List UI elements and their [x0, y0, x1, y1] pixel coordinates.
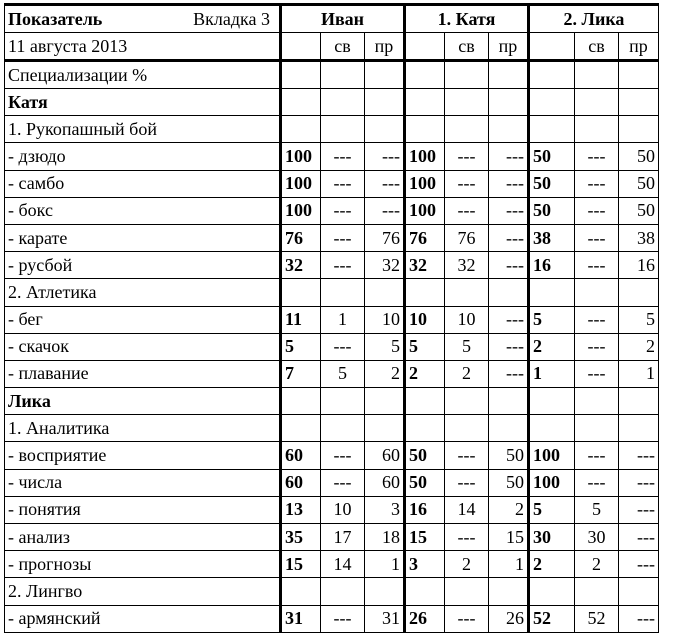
row-label: - плавание	[5, 360, 281, 387]
value-cell-total: 100	[529, 442, 575, 469]
subcol-total	[529, 33, 575, 61]
subcol-pr: пр	[619, 33, 659, 61]
row-label: - числа	[5, 469, 281, 496]
value-cell-total	[405, 578, 445, 605]
value-cell-sv: 52	[575, 605, 619, 632]
value-cell-pr: ---	[365, 170, 405, 197]
value-cell-sv: ---	[575, 252, 619, 279]
row-label: - дзюдо	[5, 143, 281, 170]
section-label: Катя	[5, 89, 281, 116]
value-cell-pr	[365, 279, 405, 306]
value-cell-sv	[445, 89, 489, 116]
value-cell-pr: ---	[619, 442, 659, 469]
value-cell-total	[281, 279, 321, 306]
value-cell-pr: ---	[489, 170, 529, 197]
value-cell-pr: 1	[489, 551, 529, 578]
category-row	[5, 415, 659, 442]
value-cell-total: 60	[281, 442, 321, 469]
value-cell-sv: ---	[445, 442, 489, 469]
value-cell-sv	[445, 578, 489, 605]
value-cell-pr: 5	[619, 306, 659, 333]
value-cell-pr	[365, 116, 405, 143]
value-cell-total: 32	[405, 252, 445, 279]
row-label: - бег	[5, 306, 281, 333]
value-cell-sv: ---	[445, 605, 489, 632]
value-cell-sv	[445, 388, 489, 415]
value-cell-pr	[619, 89, 659, 116]
row-label: 1. Аналитика	[5, 415, 281, 442]
value-cell-pr: 32	[365, 252, 405, 279]
value-cell-sv	[321, 279, 365, 306]
value-cell-pr	[489, 415, 529, 442]
row-label: 1. Рукопашный бой	[5, 116, 281, 143]
value-cell-sv: 14	[445, 496, 489, 523]
value-cell-sv: 5	[445, 333, 489, 360]
value-cell-total: 100	[281, 197, 321, 224]
value-cell-total	[529, 89, 575, 116]
value-cell-pr: ---	[619, 524, 659, 551]
value-cell-total: 38	[529, 224, 575, 251]
subcol-pr: пр	[365, 33, 405, 61]
value-cell-pr: 60	[365, 469, 405, 496]
row-label: - скачок	[5, 333, 281, 360]
subcol-pr: пр	[489, 33, 529, 61]
value-cell-pr: ---	[489, 306, 529, 333]
value-cell-total: 5	[529, 496, 575, 523]
table-row	[5, 306, 659, 333]
value-cell-sv: 30	[575, 524, 619, 551]
tab-label: Вкладка 3	[193, 8, 270, 29]
value-cell-pr: 26	[489, 605, 529, 632]
category-row	[5, 116, 659, 143]
value-cell-sv: 2	[445, 551, 489, 578]
value-cell-total: 7	[281, 360, 321, 387]
value-cell-total: 50	[529, 143, 575, 170]
value-cell-sv	[321, 578, 365, 605]
value-cell-total: 100	[405, 143, 445, 170]
value-cell-pr: 50	[619, 170, 659, 197]
value-cell-total: 60	[281, 469, 321, 496]
value-cell-total: 35	[281, 524, 321, 551]
row-label: - прогнозы	[5, 551, 281, 578]
value-cell-sv: ---	[321, 143, 365, 170]
table-row	[5, 442, 659, 469]
header-indicator-cell	[5, 5, 281, 33]
group-header-lika: 2. Лика	[529, 5, 659, 33]
value-cell-sv	[445, 61, 489, 89]
value-cell-pr: 1	[619, 360, 659, 387]
value-cell-sv: ---	[321, 333, 365, 360]
value-cell-total	[281, 415, 321, 442]
value-cell-sv: ---	[575, 306, 619, 333]
header-row-subcols	[5, 33, 659, 61]
category-row	[5, 61, 659, 89]
subcol-total	[281, 33, 321, 61]
value-cell-pr: ---	[619, 469, 659, 496]
value-cell-total	[405, 279, 445, 306]
value-cell-sv	[321, 116, 365, 143]
value-cell-sv: ---	[575, 170, 619, 197]
value-cell-pr: 31	[365, 605, 405, 632]
value-cell-total: 16	[529, 252, 575, 279]
value-cell-sv	[445, 116, 489, 143]
value-cell-sv: 10	[321, 496, 365, 523]
value-cell-pr	[489, 61, 529, 89]
value-cell-pr: 15	[489, 524, 529, 551]
table-row	[5, 524, 659, 551]
subcol-sv: св	[445, 33, 489, 61]
table-row	[5, 252, 659, 279]
value-cell-total: 26	[405, 605, 445, 632]
value-cell-sv: 2	[575, 551, 619, 578]
value-cell-pr	[365, 89, 405, 116]
value-cell-total: 50	[529, 197, 575, 224]
value-cell-pr	[365, 61, 405, 89]
value-cell-sv: ---	[445, 524, 489, 551]
value-cell-sv: ---	[575, 143, 619, 170]
value-cell-pr: ---	[619, 605, 659, 632]
table-row	[5, 496, 659, 523]
value-cell-total: 30	[529, 524, 575, 551]
value-cell-pr	[489, 578, 529, 605]
value-cell-pr: 18	[365, 524, 405, 551]
row-label: - русбой	[5, 252, 281, 279]
value-cell-total	[529, 61, 575, 89]
value-cell-sv: ---	[321, 197, 365, 224]
value-cell-sv: ---	[575, 197, 619, 224]
value-cell-pr: 5	[365, 333, 405, 360]
value-cell-total: 2	[405, 360, 445, 387]
table-row	[5, 551, 659, 578]
group-header-ivan: Иван	[281, 5, 405, 33]
value-cell-sv: 14	[321, 551, 365, 578]
value-cell-total: 100	[405, 170, 445, 197]
value-cell-sv	[575, 279, 619, 306]
value-cell-pr: 38	[619, 224, 659, 251]
value-cell-total: 100	[281, 170, 321, 197]
section-label: Лика	[5, 388, 281, 415]
value-cell-pr: ---	[489, 224, 529, 251]
value-cell-sv: 17	[321, 524, 365, 551]
value-cell-sv: 5	[575, 496, 619, 523]
value-cell-total: 50	[405, 469, 445, 496]
value-cell-total: 15	[405, 524, 445, 551]
value-cell-pr	[365, 578, 405, 605]
subcol-sv: св	[321, 33, 365, 61]
value-cell-total: 100	[405, 197, 445, 224]
value-cell-sv	[575, 415, 619, 442]
row-label: - армянский	[5, 605, 281, 632]
value-cell-pr	[489, 116, 529, 143]
indicator-label: Показатель	[8, 8, 103, 29]
value-cell-total	[281, 578, 321, 605]
value-cell-pr: 50	[489, 469, 529, 496]
value-cell-pr: ---	[365, 143, 405, 170]
header-row-groups	[5, 5, 659, 33]
value-cell-sv: ---	[321, 224, 365, 251]
value-cell-sv: 5	[321, 360, 365, 387]
value-cell-total: 31	[281, 605, 321, 632]
value-cell-total: 5	[281, 333, 321, 360]
value-cell-total	[529, 388, 575, 415]
row-label: Специализации %	[5, 61, 281, 89]
value-cell-pr	[619, 578, 659, 605]
value-cell-pr: 50	[619, 143, 659, 170]
value-cell-total: 2	[529, 333, 575, 360]
value-cell-pr	[619, 61, 659, 89]
value-cell-pr	[489, 89, 529, 116]
value-cell-sv: ---	[575, 360, 619, 387]
value-cell-sv: ---	[321, 170, 365, 197]
value-cell-pr	[619, 279, 659, 306]
value-cell-pr	[619, 415, 659, 442]
value-cell-sv: 2	[445, 360, 489, 387]
value-cell-pr: 3	[365, 496, 405, 523]
value-cell-total: 15	[281, 551, 321, 578]
value-cell-pr: ---	[619, 551, 659, 578]
value-cell-pr: 16	[619, 252, 659, 279]
value-cell-sv	[575, 578, 619, 605]
value-cell-pr	[489, 279, 529, 306]
value-cell-sv	[575, 61, 619, 89]
value-cell-pr	[365, 388, 405, 415]
value-cell-sv: ---	[445, 143, 489, 170]
value-cell-pr	[619, 388, 659, 415]
row-label: - понятия	[5, 496, 281, 523]
date-label: 11 августа 2013	[5, 33, 281, 61]
value-cell-sv	[321, 89, 365, 116]
value-cell-sv	[321, 61, 365, 89]
subcol-total	[405, 33, 445, 61]
value-cell-pr: ---	[619, 496, 659, 523]
table-row	[5, 469, 659, 496]
value-cell-pr: 2	[365, 360, 405, 387]
value-cell-total: 76	[281, 224, 321, 251]
value-cell-total	[405, 61, 445, 89]
value-cell-pr: 50	[619, 197, 659, 224]
value-cell-total: 76	[405, 224, 445, 251]
value-cell-total	[405, 116, 445, 143]
value-cell-sv	[321, 388, 365, 415]
row-label: - карате	[5, 224, 281, 251]
value-cell-pr: ---	[489, 360, 529, 387]
value-cell-pr: ---	[489, 197, 529, 224]
table-row	[5, 360, 659, 387]
value-cell-sv	[575, 116, 619, 143]
value-cell-sv: 1	[321, 306, 365, 333]
value-cell-total: 10	[405, 306, 445, 333]
value-cell-sv: ---	[575, 224, 619, 251]
value-cell-pr: 60	[365, 442, 405, 469]
value-cell-sv	[575, 388, 619, 415]
table-row	[5, 224, 659, 251]
value-cell-total	[281, 388, 321, 415]
value-cell-total	[529, 578, 575, 605]
group-header-katya: 1. Катя	[405, 5, 529, 33]
value-cell-total	[405, 388, 445, 415]
value-cell-pr: 10	[365, 306, 405, 333]
value-cell-total	[281, 89, 321, 116]
category-row	[5, 279, 659, 306]
value-cell-sv: ---	[575, 333, 619, 360]
value-cell-total	[529, 116, 575, 143]
value-cell-sv: ---	[445, 469, 489, 496]
subcol-sv: св	[575, 33, 619, 61]
table-row	[5, 170, 659, 197]
row-label: - бокс	[5, 197, 281, 224]
value-cell-sv	[445, 279, 489, 306]
section-row	[5, 388, 659, 415]
value-cell-total	[281, 116, 321, 143]
value-cell-total: 3	[405, 551, 445, 578]
value-cell-pr: ---	[489, 252, 529, 279]
value-cell-total	[405, 415, 445, 442]
value-cell-total	[281, 61, 321, 89]
value-cell-sv: ---	[321, 469, 365, 496]
value-cell-pr: 2	[619, 333, 659, 360]
value-cell-sv: 32	[445, 252, 489, 279]
row-label: - восприятие	[5, 442, 281, 469]
value-cell-pr	[365, 415, 405, 442]
value-cell-sv: 10	[445, 306, 489, 333]
value-cell-pr	[489, 388, 529, 415]
value-cell-total	[529, 415, 575, 442]
table-row	[5, 143, 659, 170]
value-cell-total: 11	[281, 306, 321, 333]
value-cell-total: 1	[529, 360, 575, 387]
value-cell-sv: 76	[445, 224, 489, 251]
value-cell-total	[529, 279, 575, 306]
value-cell-pr	[619, 116, 659, 143]
value-cell-total: 50	[405, 442, 445, 469]
indicator-table	[4, 3, 659, 633]
value-cell-sv	[575, 89, 619, 116]
value-cell-total: 32	[281, 252, 321, 279]
value-cell-total: 50	[529, 170, 575, 197]
table-row	[5, 197, 659, 224]
value-cell-sv: ---	[321, 442, 365, 469]
value-cell-pr: ---	[365, 197, 405, 224]
table-row	[5, 333, 659, 360]
value-cell-total: 2	[529, 551, 575, 578]
category-row	[5, 578, 659, 605]
value-cell-total: 52	[529, 605, 575, 632]
value-cell-sv: ---	[445, 197, 489, 224]
value-cell-sv	[445, 415, 489, 442]
section-row	[5, 89, 659, 116]
table-row	[5, 605, 659, 632]
value-cell-pr: ---	[489, 333, 529, 360]
value-cell-sv: ---	[575, 442, 619, 469]
value-cell-total: 5	[529, 306, 575, 333]
value-cell-total: 13	[281, 496, 321, 523]
value-cell-sv: ---	[321, 605, 365, 632]
value-cell-pr: 1	[365, 551, 405, 578]
value-cell-pr: 2	[489, 496, 529, 523]
value-cell-total: 100	[529, 469, 575, 496]
value-cell-total	[405, 89, 445, 116]
row-label: 2. Лингво	[5, 578, 281, 605]
value-cell-total: 5	[405, 333, 445, 360]
value-cell-pr: ---	[489, 143, 529, 170]
value-cell-pr: 76	[365, 224, 405, 251]
value-cell-sv: ---	[575, 469, 619, 496]
value-cell-pr: 50	[489, 442, 529, 469]
value-cell-sv: ---	[445, 170, 489, 197]
row-label: 2. Атлетика	[5, 279, 281, 306]
row-label: - анализ	[5, 524, 281, 551]
row-label: - самбо	[5, 170, 281, 197]
value-cell-sv: ---	[321, 252, 365, 279]
value-cell-total: 100	[281, 143, 321, 170]
value-cell-sv	[321, 415, 365, 442]
value-cell-total: 16	[405, 496, 445, 523]
